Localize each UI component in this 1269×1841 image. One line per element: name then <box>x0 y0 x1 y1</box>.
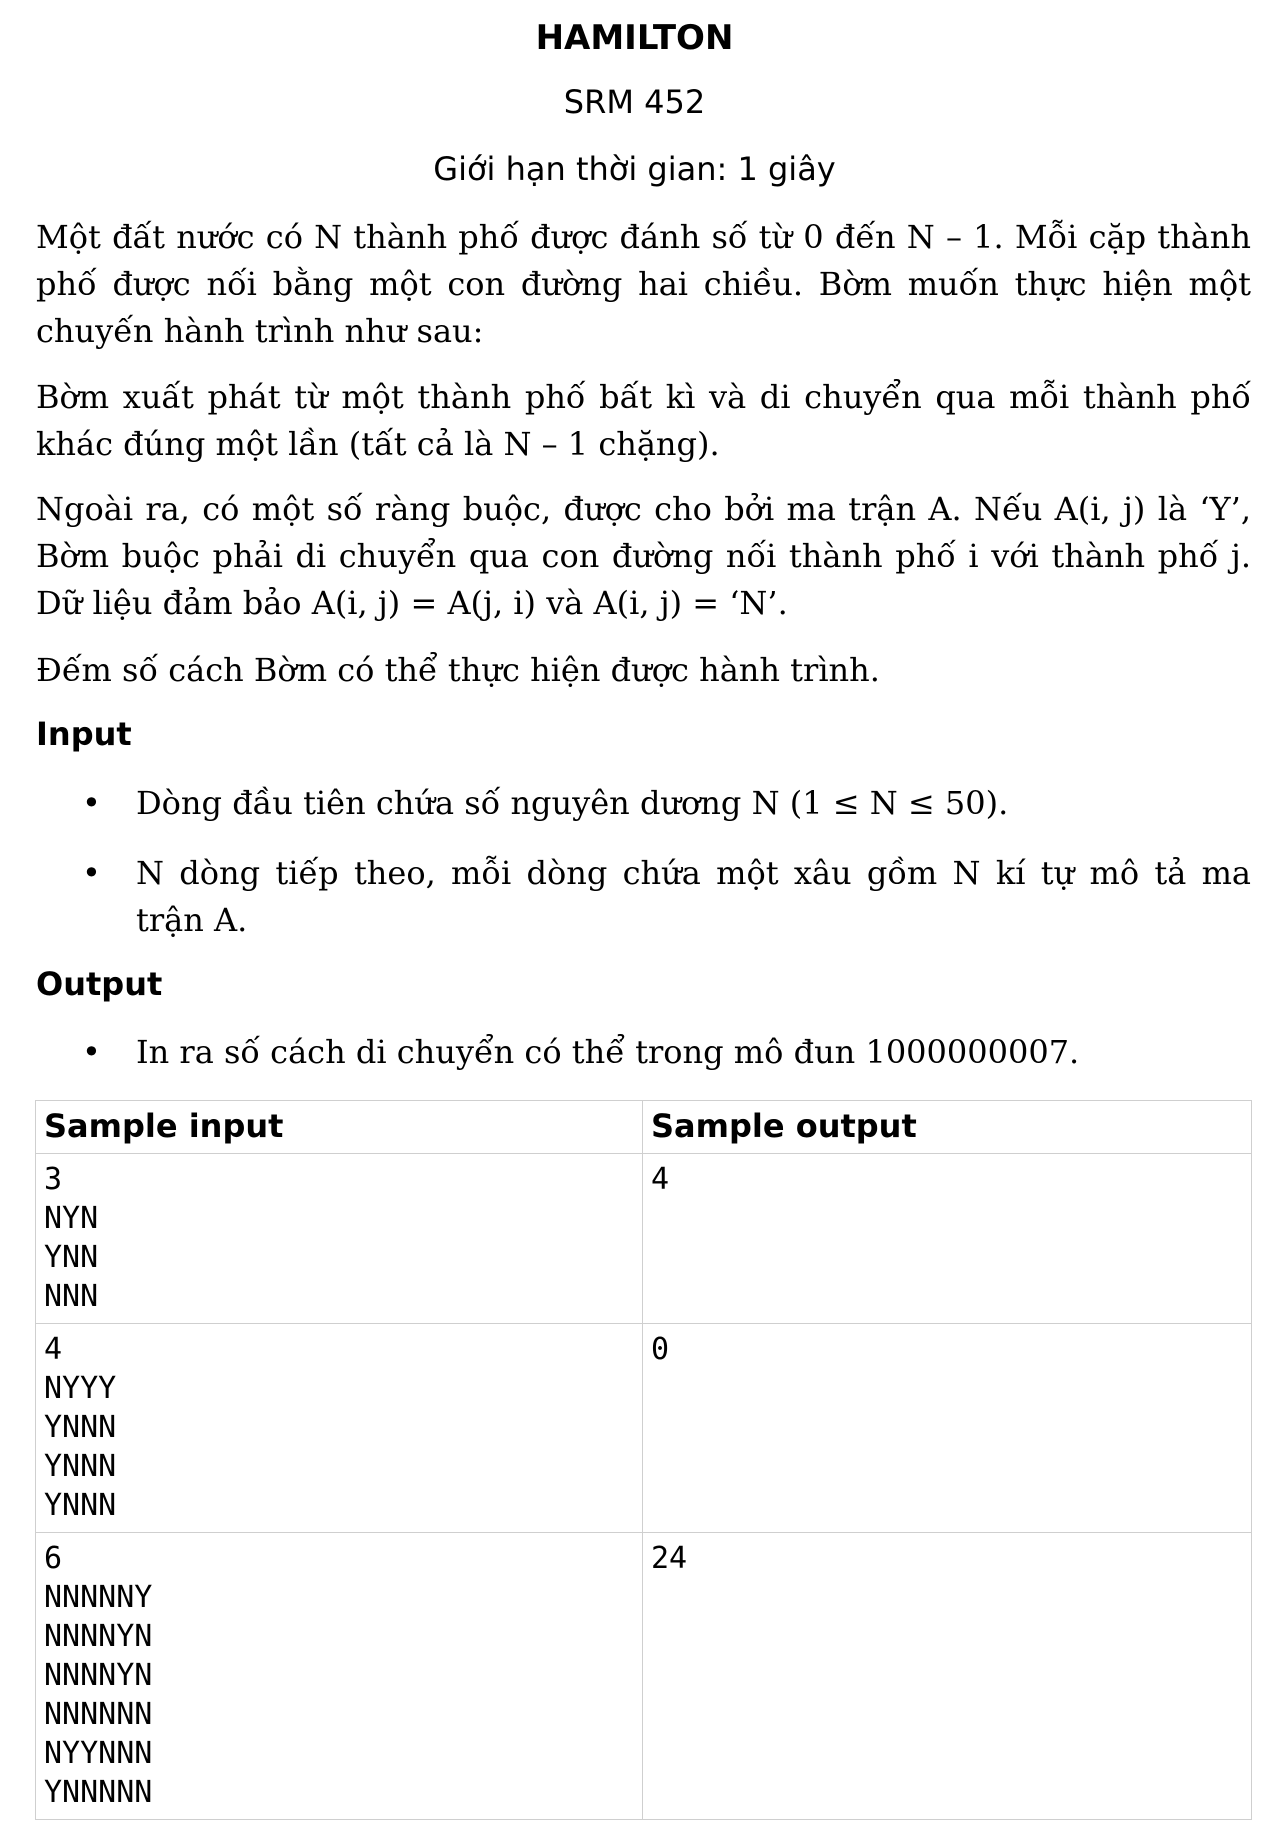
statement-paragraph-1: Một đất nước có N thành phố được đánh số từ 0 đến N – 1. Mỗi cặp thành phố được nối bằng một con đường hai chiều. Bờm muốn thực hiện một chuyến hành trình như sau: <box>36 218 1251 350</box>
sample-input-cell: 4 NYYY YNNN YNNN YNNN <box>36 1324 643 1533</box>
problem-source: SRM 452 <box>563 83 706 121</box>
input-bullet-text: Dòng đầu tiên chứa số nguyên dương N (1 ≤ N ≤ 50). <box>136 784 1009 822</box>
output-bullet-text: In ra số cách di chuyển có thể trong mô đun 1000000007. <box>136 1033 1080 1071</box>
table-row <box>36 1533 1252 1820</box>
problem-title: HAMILTON <box>535 18 734 58</box>
sample-output-cell: 4 <box>643 1154 1252 1324</box>
statement-paragraph-4: Đếm số cách Bờm có thể thực hiện được hành trình. <box>36 651 880 689</box>
output-heading: Output <box>36 965 163 1003</box>
input-heading: Input <box>36 715 132 753</box>
bullet-icon: • <box>82 1033 101 1071</box>
samples-table <box>35 1100 1252 1820</box>
sample-output-cell: 0 <box>643 1324 1252 1533</box>
sample-output-cell: 24 <box>643 1533 1252 1820</box>
bullet-icon: • <box>82 784 101 822</box>
table-row <box>36 1324 1252 1533</box>
input-bullet-text: N dòng tiếp theo, mỗi dòng chứa một xâu gồm N kí tự mô tả ma trận A. <box>136 854 1251 939</box>
statement-paragraph-2: Bờm xuất phát từ một thành phố bất kì và di chuyển qua mỗi thành phố khác đúng một lần (tất cả là N – 1 chặng). <box>36 378 1251 463</box>
samples-header-row <box>36 1101 1252 1154</box>
time-limit: Giới hạn thời gian: 1 giây <box>433 150 836 188</box>
sample-input-cell: 6 NNNNNY NNNNYN NNNNYN NNNNNN NYYNNN YNNNNN <box>36 1533 643 1820</box>
sample-input-header: Sample input <box>36 1101 643 1154</box>
statement-paragraph-3: Ngoài ra, có một số ràng buộc, được cho bởi ma trận A. Nếu A(i, j) là ‘Y’, Bờm buộc phải di chuyển qua con đường nối thành phố i với thành phố j. Dữ liệu đảm bảo A(i, j) = A(j, i) và A(i, j) = ‘N’. <box>36 490 1251 622</box>
sample-input-cell: 3 NYN YNN NNN <box>36 1154 643 1324</box>
sample-output-header: Sample output <box>643 1101 1252 1154</box>
table-row <box>36 1154 1252 1324</box>
bullet-icon: • <box>82 854 101 892</box>
